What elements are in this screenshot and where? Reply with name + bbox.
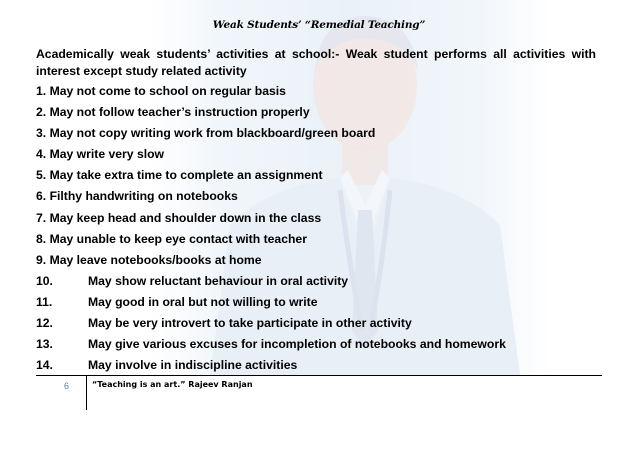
list-item — [36, 146, 596, 167]
page-header-title: Weak Students’ “Remedial Teaching” — [212, 19, 426, 31]
item-number: 10. — [36, 273, 53, 288]
item-number: 6. — [36, 189, 47, 204]
item-number: 2. — [36, 105, 47, 120]
item-number: 8. — [36, 231, 47, 246]
list-item — [36, 294, 596, 315]
page-number: 6 — [64, 381, 70, 391]
list-item — [36, 273, 596, 294]
item-text: May take extra time to complete an assignment — [49, 168, 323, 183]
item-text: May good in oral but not willing to write — [88, 294, 318, 309]
list-item — [36, 231, 596, 252]
item-number: 9. — [36, 252, 47, 267]
item-text: May give various excuses for incompletion of notebooks and homework — [88, 337, 506, 352]
item-text: May leave notebooks/books at home — [49, 252, 262, 267]
list-item — [36, 83, 596, 104]
item-text: May unable to keep eye contact with teacher — [49, 231, 307, 246]
item-number: 11. — [36, 294, 53, 309]
footer-vertical-divider — [86, 376, 87, 410]
footer-divider — [36, 375, 602, 376]
list-item — [36, 188, 596, 209]
item-text: May not come to school on regular basis — [49, 84, 286, 98]
list-item — [36, 210, 596, 231]
footer-quote: “Teaching is an art.” Rajeev Ranjan — [92, 380, 253, 389]
item-number: 3. — [36, 126, 47, 141]
item-number: 1. — [36, 84, 47, 98]
list-item — [36, 104, 596, 125]
item-number: 14. — [36, 358, 53, 373]
list-item — [36, 336, 596, 357]
item-text: May involve in indiscipline activities — [88, 358, 298, 373]
list-item — [36, 252, 596, 273]
item-number: 12. — [36, 316, 53, 331]
item-number: 13. — [36, 337, 53, 352]
document-body — [36, 46, 596, 378]
item-text: May keep head and shoulder down in the class — [49, 210, 322, 225]
item-text: Filthy handwriting on notebooks — [49, 189, 238, 204]
item-number: 4. — [36, 147, 47, 162]
list-item — [36, 125, 596, 146]
item-text: May be very introvert to take participate in other activity — [88, 316, 412, 331]
list-item — [36, 167, 596, 188]
list-item — [36, 315, 596, 336]
item-number: 5. — [36, 168, 47, 183]
item-text: May write very slow — [49, 147, 165, 162]
item-text: May show reluctant behaviour in oral activity — [88, 273, 349, 288]
intro-paragraph: Academically weak students’ activities at school:- Weak student performs all activities with interest except study related activity — [36, 47, 596, 78]
item-text: May not follow teacher’s instruction properly — [49, 105, 310, 120]
item-number: 7. — [36, 210, 47, 225]
item-text: May not copy writing work from blackboard/green board — [49, 126, 376, 141]
